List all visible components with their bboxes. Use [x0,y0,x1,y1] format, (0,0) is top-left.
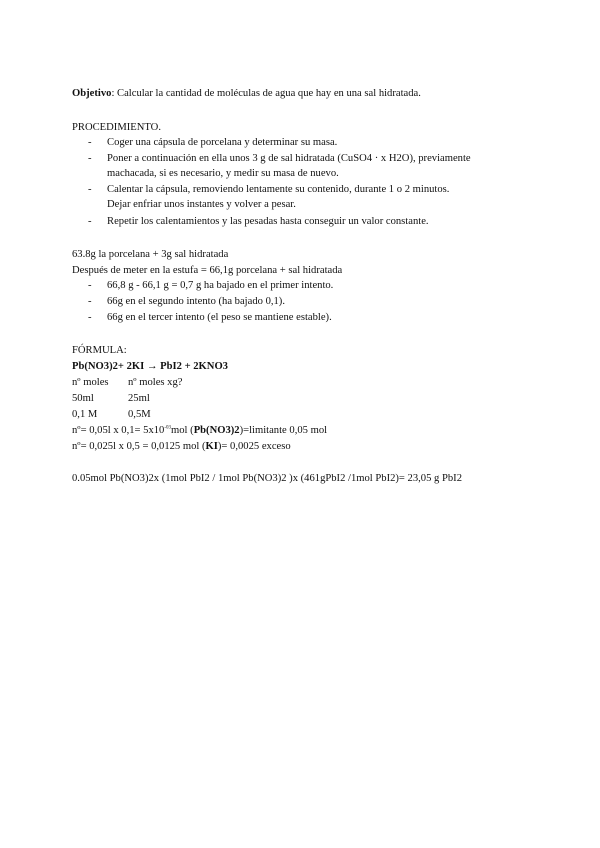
calc-1-mid: mol ( [171,425,194,436]
bullet: - [88,312,92,323]
calc-1-exponent: -03 [164,425,172,431]
objective-text: : Calcular la cantidad de moléculas de agua que hay en una sal hidratada. [111,88,421,99]
procedure-step-2: Poner a continuación en ella unos 3 g de sal hidratada (CuSO4 · x H2O), previamente [107,153,471,164]
measurement-item-1: 66,8 g - 66,1 g = 0,7 g ha bajado en el primer intento. [107,280,334,291]
bullet: - [88,216,92,227]
calc-1-bold: Pb(NO3)2 [193,425,240,436]
calc-1-pre: nº= 0,05l x 0,1= 5x10 [72,425,165,436]
measurement-line-1: 63.8g la porcelana + 3g sal hidratada [72,249,229,260]
procedure-step-3: Calentar la cápsula, removiendo lentamente su contenido, durante 1 o 2 minutos. [107,184,450,195]
objective-label: Objetivo [72,88,112,99]
bullet: - [88,137,92,148]
calc-2-post: )= 0,0025 exceso [217,441,291,452]
procedure-heading: PROCEDIMIENTO. [72,122,161,133]
bullet: - [88,280,92,291]
formula-row-2-col2: 25ml [128,393,150,404]
equation-text: Pb(NO3)2+ 2KI → PbI2 + 2KNO3 [72,361,228,372]
formula-equation [72,361,228,372]
bullet: - [88,184,92,195]
formula-row-3-col2: 0,5M [128,409,151,420]
measurement-item-2: 66g en el segundo intento (ha bajado 0,1). [107,296,285,307]
formula-row-1: nº moles [72,377,109,388]
formula-row-2: 50ml [72,393,94,404]
calc-2-bold: KI [205,441,218,452]
measurement-line-2: Después de meter en la estufa = 66,1g porcelana + sal hidratada [72,265,343,276]
calc-1-post: )=limitante 0,05 mol [239,425,328,436]
measurement-item-3: 66g en el tercer intento (el peso se mantiene estable). [107,312,332,323]
calc-line-1 [72,425,327,436]
bullet: - [88,296,92,307]
formula-row-1-col2: nº moles xg? [128,377,183,388]
formula-row-3: 0,1 M [72,409,98,420]
procedure-step-1: Coger una cápsula de porcelana y determinar su masa. [107,137,338,148]
calc-line-2 [72,441,291,452]
objective-line [72,88,421,99]
calc-2-pre: nº= 0,025l x 0,5 = 0,0125 mol ( [72,441,206,452]
result-line: 0.05mol Pb(NO3)2x (1mol PbI2 / 1mol Pb(NO3)2 )x (461gPbI2 /1mol PbI2)= 23,05 g PbI2 [72,473,462,484]
procedure-step-3-cont: Dejar enfriar unos instantes y volver a pesar. [107,199,296,210]
formula-heading: FÓRMULA: [72,345,127,356]
procedure-step-2-cont: machacada, si es necesario, y medir su masa de nuevo. [107,168,339,179]
procedure-step-4: Repetir los calentamientos y las pesadas hasta conseguir un valor constante. [107,216,429,227]
bullet: - [88,153,92,164]
